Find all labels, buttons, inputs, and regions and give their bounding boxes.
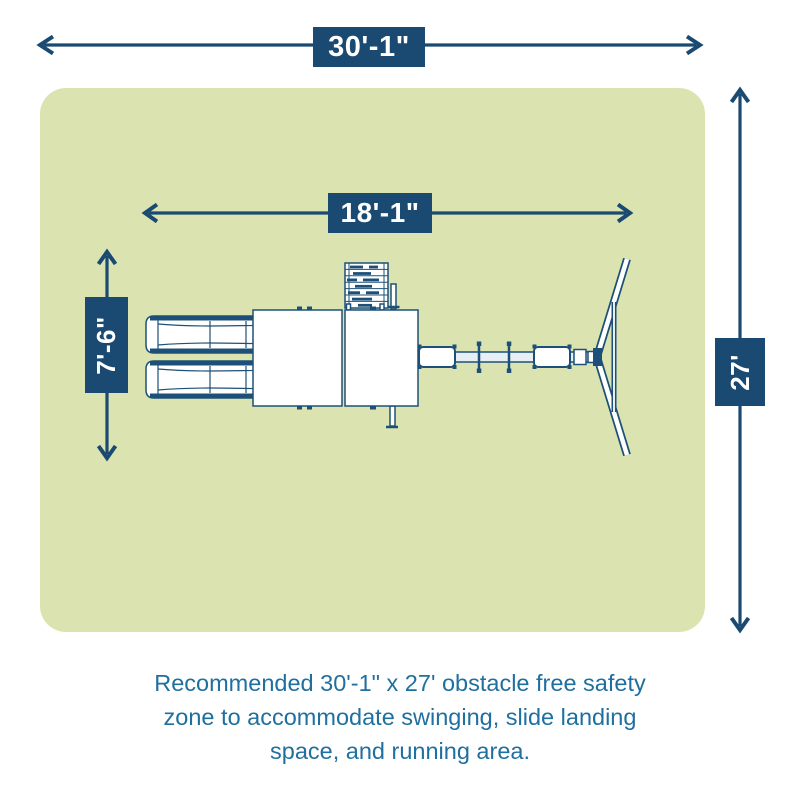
playset-top-view xyxy=(146,259,627,455)
playset-depth-value: 7'-6" xyxy=(91,315,121,375)
slide-lower xyxy=(146,361,258,398)
overall-depth-value: 27' xyxy=(724,353,755,391)
access-ladder xyxy=(386,406,398,427)
overall-depth-label xyxy=(715,338,765,406)
swing-beam xyxy=(416,342,602,374)
safety-zone-caption xyxy=(0,666,800,768)
playset-depth-label xyxy=(85,297,128,393)
overall-width-label xyxy=(313,27,425,67)
caption-line-2: zone to accommodate swinging, slide landing xyxy=(163,704,637,730)
playset-width-label xyxy=(328,193,432,233)
main-deck xyxy=(253,307,418,410)
caption-line-3: space, and running area. xyxy=(270,738,530,764)
climbing-wall xyxy=(345,263,388,310)
playset-width-value: 18'-1" xyxy=(340,197,420,228)
support-post xyxy=(389,284,400,309)
overall-width-value: 30'-1" xyxy=(328,30,410,63)
swing-seat-2 xyxy=(533,345,572,370)
swing-seat-1 xyxy=(418,345,457,370)
slide-upper xyxy=(146,316,258,353)
caption-line-1: Recommended 30'-1" x 27' obstacle free safety xyxy=(154,670,646,696)
